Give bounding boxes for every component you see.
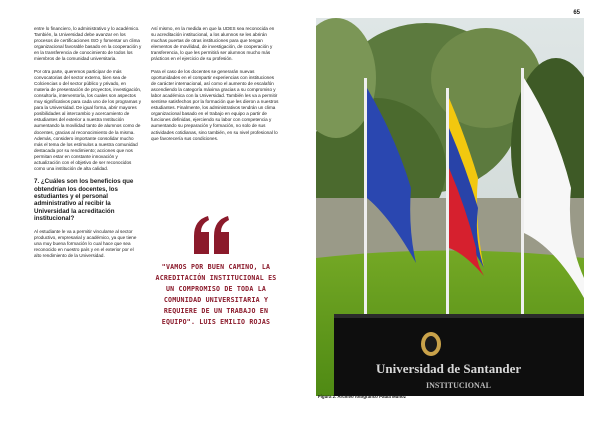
paragraph: Así mismo, en la medida en que la UDES sea reconocida en su acreditación institucional, a los alumnos se les abrirán muchas puertas de otras instituciones para que tengan elementos de movilidad, de investigación, de cooperación y transferencia, lo que les permitirá ser alumnos mucho más prácticos en el ejercicio de su profesión. (151, 26, 275, 62)
paragraph: entre lo financiero, lo administrativo y lo académico. También, la Universidad debe avanzar en los procesos de certificaciones ISO y fomentar un clima organizacional favorable basado en la cooperación y en la transferencia de conocimiento de todos los miembros de la comunidad universitaria. (34, 26, 142, 62)
left-text-column (34, 26, 142, 265)
campus-flags-photo (316, 18, 584, 396)
paragraph: Para el caso de los docentes se generarán nuevas oportunidades en el compartir experiencias con instituciones de carácter internacional, así como el aumento de escalafón ascendiendo la categoría máxima gracias a su compromiso y labor académica con la Universidad. También les va a permitir sentirse satisfechos por la formación que les dieron a nuestros estudiantes. Finalmente, los administrativos tendrán un clima organizacional basado en el trabajo en equipo a partir de funciones definidas, ejerciendo su labor con competencia y aumentando su preparación y formación, no solo de sus actividades cotidianas, sino también, en su nivel profesional lo que favorecería sus condiciones. (151, 68, 279, 141)
figure-caption: Figura 2. Archivo fotográfico Paula Muñoz (318, 394, 406, 399)
sign-subtitle: INSTITUCIONAL (426, 381, 491, 390)
pull-quote: "VAMOS POR BUEN CAMINO, LA ACREDITACIÓN INSTITUCIONAL ES UN COMPROMISO DE TODA LA COMUNIDAD UNIVERSITARIA Y REQUIERE DE UN TRABAJO EN EQUIPO". LUIS EMILIO ROJAS (155, 263, 277, 326)
question-heading: 7. ¿Cuáles son los beneficios que obtendrían los docentes, los estudiantes y el personal administrativo al recibir la Universidad la acreditación institucional? (34, 178, 134, 223)
paragraph: Al estudiante le va a permitir vincularse al sector productivo, empresarial y académico, ya que tiene una muy buena formación lo cual hace que sea reconocido en nuestro país y en el exterior por el alto rendimiento de la Universidad. (34, 228, 137, 258)
quote-mark-icon (190, 214, 234, 258)
paragraph: Por otra parte, queremos participar de más convocatorias del sector externo, bien sea de Colciencias o del sector público y privado, en materia de presentación de proyectos, investigación, consultoría, interventoría, los cuales son aspectos muy significativos para cada uno de los programas y para la Universidad. De igual forma, abrir mayores posibilidades al intercambio y acercamiento de estudiantes del exterior a nuestra Institución aumentando la movilidad tanto de alumnos como de docentes, gracias al reconocimiento de la misma. Además, considero importante consolidar mucho más el tema de los estímulos a nuestra comunidad destacada por su rendimiento; acciones que nos permitan estar en constante innovación y actualización con el objetivo de ser reconocidos como una institución de alta calidad. (34, 68, 142, 172)
sign-title: Universidad de Santander (376, 361, 522, 376)
page-number: 65 (573, 10, 580, 16)
middle-text-column (151, 26, 279, 148)
